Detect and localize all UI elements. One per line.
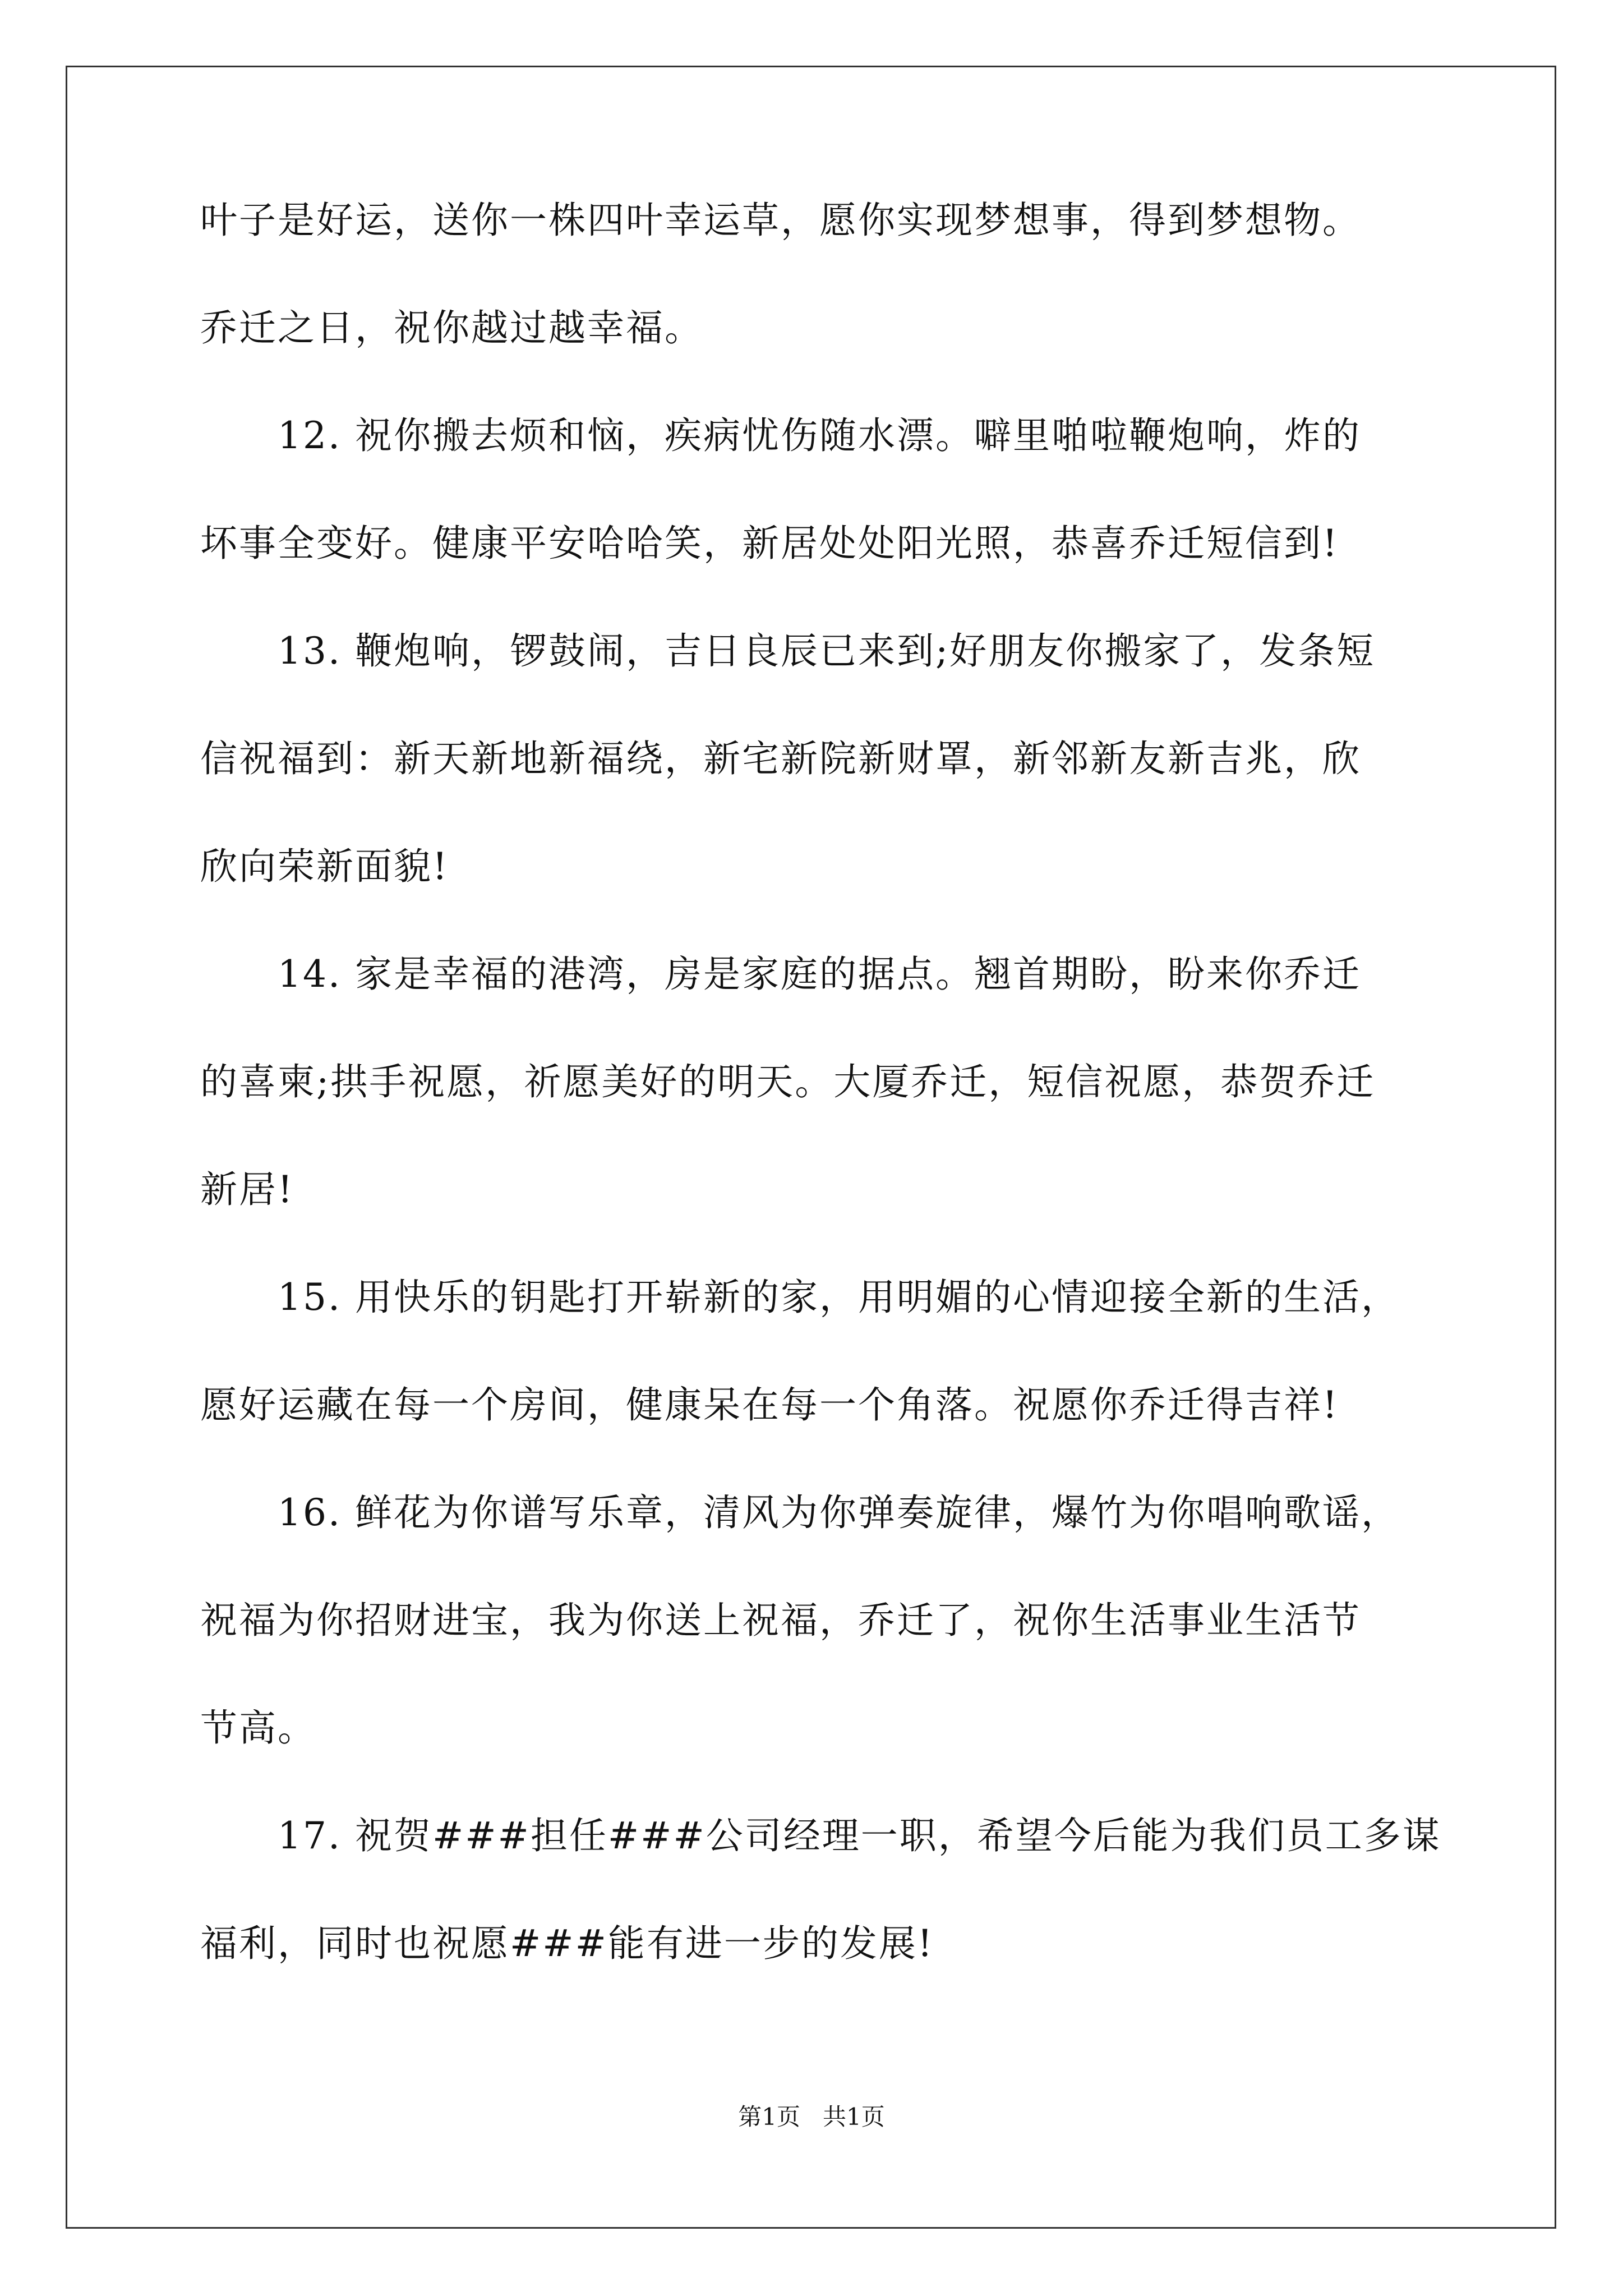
page-frame — [66, 66, 1556, 2229]
text-line: 新居! — [200, 1168, 294, 1211]
text-line: 欣向荣新面貌! — [200, 845, 449, 888]
text-line: 乔迁之日，祝你越过越幸福。 — [200, 306, 703, 349]
page-number-footer: 第1页 共1页 — [738, 2103, 885, 2131]
list-item-16: 16. 鲜花为你谱写乐章，清风为你弹奏旋律，爆竹为你唱响歌谣， — [278, 1491, 1400, 1534]
list-item-14: 14. 家是幸福的港湾，房是家庭的据点。翘首期盼，盼来你乔迁 — [278, 953, 1361, 996]
list-item-17: 17. 祝贺###担任###公司经理一职，希望今后能为我们员工多谋 — [278, 1814, 1441, 1857]
list-item-12: 12. 祝你搬去烦和恼，疾病忧伤随水漂。噼里啪啦鞭炮响，炸的 — [278, 414, 1361, 457]
list-item-15: 15. 用快乐的钥匙打开崭新的家，用明媚的心情迎接全新的生活， — [278, 1276, 1400, 1319]
text-line: 的喜柬;拱手祝愿，祈愿美好的明天。大厦乔迁，短信祝愿，恭贺乔迁 — [200, 1060, 1376, 1103]
text-line: 叶子是好运，送你一株四叶幸运草，愿你实现梦想事，得到梦想物。 — [200, 199, 1361, 242]
text-line: 坏事全变好。健康平安哈哈笑，新居处处阳光照，恭喜乔迁短信到! — [200, 522, 1339, 565]
list-item-13: 13. 鞭炮响，锣鼓闹，吉日良辰已来到;好朋友你搬家了，发条短 — [278, 629, 1376, 673]
text-line: 祝福为你招财进宝，我为你送上祝福，乔迁了，祝你生活事业生活节 — [200, 1599, 1361, 1642]
text-line: 福利，同时也祝愿###能有进一步的发展! — [200, 1922, 934, 1965]
text-line: 节高。 — [200, 1706, 316, 1750]
text-line: 愿好运藏在每一个房间，健康呆在每一个角落。祝愿你乔迁得吉祥! — [200, 1383, 1339, 1427]
text-line: 信祝福到：新天新地新福绕，新宅新院新财罩，新邻新友新吉兆，欣 — [200, 737, 1361, 780]
